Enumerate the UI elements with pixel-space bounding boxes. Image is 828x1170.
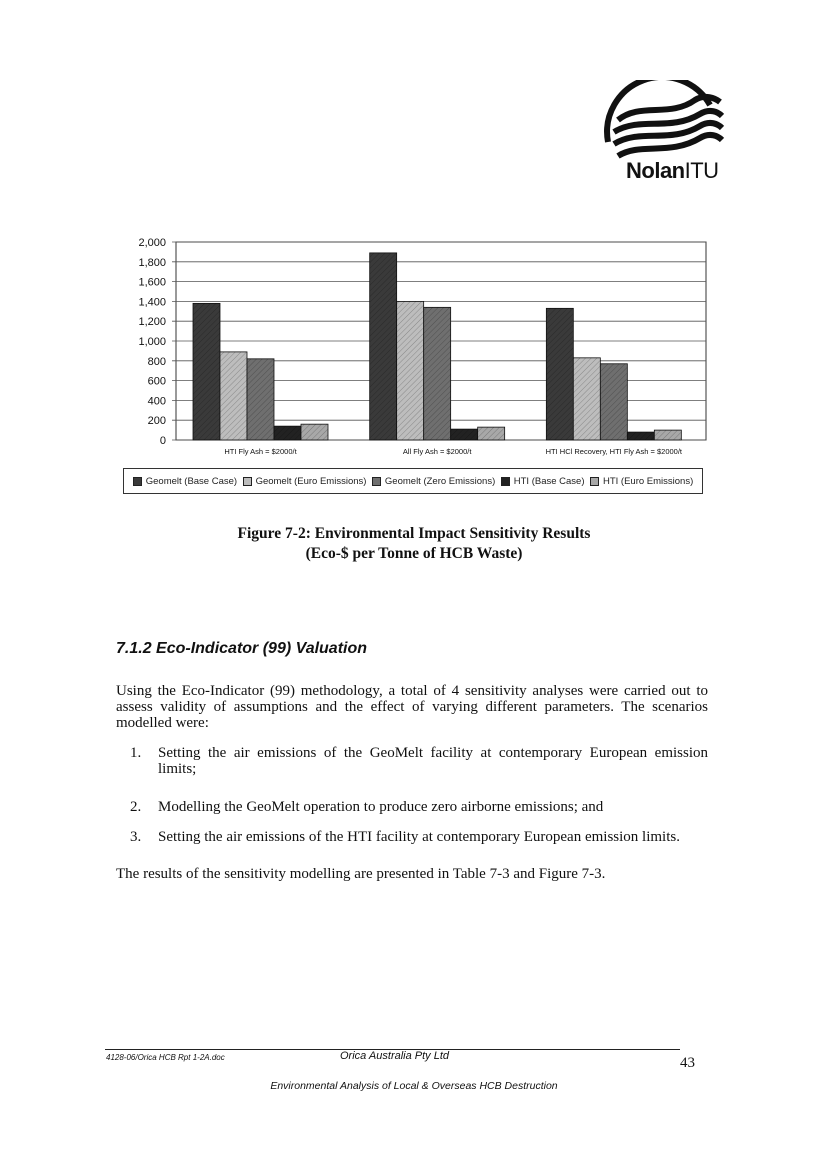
bar-hatch (600, 364, 627, 440)
bar-hatch (424, 307, 451, 440)
legend-label: HTI (Euro Emissions) (602, 475, 694, 487)
legend-label: Geomelt (Zero Emissions) (384, 475, 496, 487)
closing-paragraph: The results of the sensitivity modelling are presented in Table 7-3 and Figure 7-3. (116, 866, 606, 882)
bar-hatch (397, 301, 424, 440)
y-tick-label: 1,000 (138, 336, 166, 348)
bar-hatch (478, 427, 505, 440)
bar-hatch (573, 358, 600, 440)
list-number: 3. (130, 829, 142, 845)
bar-hatch (301, 424, 328, 440)
legend-swatch (243, 477, 252, 486)
logo-brand-light: ITU (684, 158, 719, 183)
figure-caption (0, 524, 828, 564)
wave-logo-icon (600, 80, 725, 160)
caption-line-1: Figure 7-2: Environmental Impact Sensitivity Results (237, 525, 591, 542)
logo-wordmark (626, 158, 719, 184)
x-tick-label: HTI Fly Ash = $2000/t (224, 447, 297, 456)
page-number: 43 (680, 1055, 695, 1071)
footer-company: Orica Australia Pty Ltd (340, 1050, 450, 1062)
bar-hatch (546, 308, 573, 440)
bar-hatch (274, 426, 301, 440)
list-item (130, 829, 708, 845)
y-tick-label: 2,000 (138, 237, 166, 249)
bar-hatch (654, 430, 681, 440)
legend-item (133, 476, 237, 487)
section-heading: 7.1.2 Eco-Indicator (99) Valuation (116, 640, 368, 657)
y-tick-label: 400 (147, 395, 166, 408)
intro-paragraph: Using the Eco-Indicator (99) methodology, a total of 4 sensitivity analyses were carried out to assess validity of assumptions and the effect of varying different parameters. The scenarios modelled were: (116, 683, 708, 731)
list-text: Modelling the GeoMelt operation to produce zero airborne emissions; and (158, 799, 604, 815)
bar-hatch (247, 359, 274, 440)
list-number: 1. (130, 745, 142, 761)
y-axis-ticks (138, 237, 166, 447)
y-tick-label: 1,600 (138, 276, 166, 289)
bar-hatch (627, 432, 654, 440)
legend-label: HTI (Base Case) (513, 475, 585, 487)
bar-hatch (193, 303, 220, 440)
legend-swatch (133, 477, 142, 486)
chart-bars (193, 253, 681, 440)
legend-item (501, 476, 585, 487)
legend-item (243, 476, 367, 487)
footer-doc-ref: 4128-06/Orica HCB Rpt 1-2A.doc (106, 1053, 225, 1062)
y-tick-label: 1,400 (138, 296, 166, 309)
legend-label: Geomelt (Base Case) (145, 475, 238, 487)
y-tick-label: 1,200 (138, 316, 166, 329)
y-tick-label: 0 (159, 435, 166, 447)
legend-item (372, 476, 495, 487)
chart-legend (123, 468, 703, 494)
nolan-itu-logo (600, 80, 725, 190)
legend-label: Geomelt (Euro Emissions) (255, 475, 367, 487)
legend-swatch (372, 477, 381, 486)
caption-line-2: (Eco-$ per Tonne of HCB Waste) (305, 545, 523, 562)
logo-brand-bold: Nolan (626, 158, 685, 183)
y-tick-label: 800 (147, 355, 166, 368)
bar-hatch (220, 352, 247, 440)
legend-swatch (501, 477, 510, 486)
legend-item (590, 476, 693, 487)
y-tick-label: 1,800 (138, 256, 166, 269)
list-number: 2. (130, 799, 142, 815)
x-tick-label: All Fly Ash = $2000/t (402, 447, 472, 456)
list-item (130, 799, 708, 815)
legend-swatch (590, 477, 599, 486)
x-axis-labels (224, 447, 683, 456)
bar-hatch (370, 253, 397, 440)
footer-title: Environmental Analysis of Local & Overseas HCB Destruction (270, 1080, 558, 1092)
list-text: Setting the air emissions of the GeoMelt facility at contemporary European emission limits; (158, 745, 708, 777)
bar-hatch (451, 429, 478, 440)
list-item (130, 745, 708, 777)
x-tick-label: HTI HCl Recovery, HTI Fly Ash = $2000/t (545, 447, 683, 456)
sensitivity-bar-chart (110, 228, 720, 468)
y-tick-label: 600 (147, 375, 166, 388)
list-text: Setting the air emissions of the HTI facility at contemporary European emission limits. (158, 829, 680, 845)
y-tick-label: 200 (147, 415, 166, 428)
